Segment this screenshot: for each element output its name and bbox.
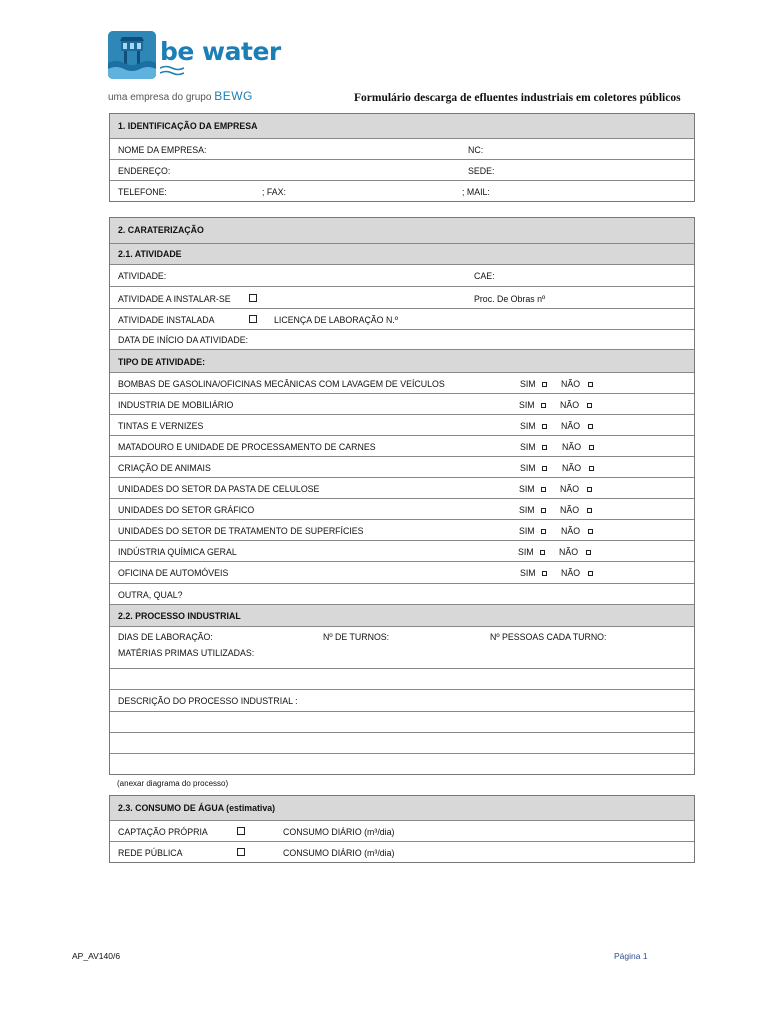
sim-checkbox[interactable] [542, 571, 547, 576]
nao-label: NÃO [561, 421, 581, 431]
sim-checkbox[interactable] [542, 424, 547, 429]
form-row-descricao[interactable] [110, 689, 694, 711]
sim-label: SIM [520, 568, 536, 578]
activity-label: TINTAS E VERNIZES [118, 421, 204, 431]
rede-label: REDE PÚBLICA [118, 848, 183, 858]
be-water-logo [108, 31, 281, 81]
activity-row [110, 540, 694, 561]
atividade-label: ATIVIDADE: [118, 271, 167, 281]
blank-line[interactable] [110, 711, 694, 732]
section-title: 2. CARATERIZAÇÃO [118, 225, 204, 235]
tagline-brand: BEWG [214, 89, 253, 103]
sim-label: SIM [520, 421, 536, 431]
form-row-outra[interactable] [110, 583, 694, 604]
sim-checkbox[interactable] [542, 382, 547, 387]
activity-label: UNIDADES DO SETOR GRÁFICO [118, 505, 255, 515]
activity-label: INDUSTRIA DE MOBILIÁRIO [118, 400, 234, 410]
blank-line[interactable] [110, 753, 694, 774]
nao-label: NÃO [562, 463, 582, 473]
nao-checkbox[interactable] [588, 382, 593, 387]
nao-label: NÃO [561, 568, 581, 578]
activity-label: UNIDADES DO SETOR DA PASTA DE CELULOSE [118, 484, 320, 494]
sede-label: SEDE: [468, 166, 495, 176]
nao-checkbox[interactable] [587, 403, 592, 408]
sim-label: SIM [518, 547, 534, 557]
nao-label: NÃO [559, 547, 579, 557]
instalada-checkbox[interactable] [249, 315, 257, 323]
nao-checkbox[interactable] [588, 571, 593, 576]
sim-label: SIM [519, 505, 535, 515]
section-title: 2.3. CONSUMO DE ÁGUA (estimativa) [118, 803, 276, 813]
sim-label: SIM [520, 379, 536, 389]
nao-label: NÃO [560, 400, 580, 410]
form-row-instalada [110, 308, 694, 329]
activity-row [110, 561, 694, 583]
form-row-contactos[interactable] [110, 180, 694, 201]
sim-checkbox[interactable] [542, 445, 547, 450]
water-tower-icon [108, 31, 156, 79]
activity-label: CRIAÇÃO DE ANIMAIS [118, 463, 211, 473]
nc-label: NC: [468, 145, 484, 155]
turnos-label: Nº DE TURNOS: [323, 632, 390, 642]
blank-line[interactable] [110, 732, 694, 753]
sim-label: SIM [519, 484, 535, 494]
nao-checkbox[interactable] [588, 424, 593, 429]
form-row-rede [110, 841, 694, 862]
blank-line[interactable] [110, 668, 694, 689]
pessoas-label: Nº PESSOAS CADA TURNO: [490, 632, 607, 642]
activity-label: OFICINA DE AUTOMÓVEIS [118, 568, 229, 578]
nao-checkbox[interactable] [588, 529, 593, 534]
nao-label: NÃO [562, 442, 582, 452]
section-identificacao [109, 113, 695, 202]
section-consumo-agua [109, 795, 695, 863]
form-row-nome[interactable] [110, 138, 694, 159]
sim-checkbox[interactable] [540, 550, 545, 555]
activity-row [110, 393, 694, 414]
sim-label: SIM [520, 442, 536, 452]
rede-checkbox[interactable] [237, 848, 245, 856]
data-inicio-label: DATA DE INÍCIO DA ATIVIDADE: [118, 335, 249, 345]
nao-label: NÃO [560, 484, 580, 494]
sim-label: SIM [519, 526, 535, 536]
activity-row [110, 477, 694, 498]
page-number: Página 1 [614, 951, 648, 961]
instalar-label: ATIVIDADE A INSTALAR-SE [118, 294, 231, 304]
fax-label: ; FAX: [262, 187, 286, 197]
form-row-captacao [110, 820, 694, 841]
activity-row [110, 372, 694, 393]
tipo-atividade-header [110, 349, 694, 372]
nao-checkbox[interactable] [589, 445, 594, 450]
activity-label: INDÚSTRIA QUÍMICA GERAL [118, 547, 237, 557]
descricao-label: DESCRIÇÃO DO PROCESSO INDUSTRIAL : [118, 696, 298, 706]
instalar-checkbox[interactable] [249, 294, 257, 302]
section-title: 1. IDENTIFICAÇÃO DA EMPRESA [118, 121, 258, 131]
section-caraterizacao [109, 217, 695, 775]
section-header [110, 114, 694, 138]
activity-row [110, 456, 694, 477]
subsection-header [110, 243, 694, 264]
subsection-title: 2.2. PROCESSO INDUSTRIAL [118, 611, 241, 621]
tagline-text: uma empresa do grupo [108, 92, 212, 103]
proc-obras-label: Proc. De Obras nº [474, 294, 546, 304]
licenca-label: LICENÇA DE LABORAÇÃO N.º [274, 315, 398, 325]
logo-wordmark: be water [160, 37, 281, 66]
form-row-atividade[interactable] [110, 264, 694, 286]
section-header [110, 796, 694, 820]
sim-checkbox[interactable] [542, 466, 547, 471]
telefone-label: TELEFONE: [118, 187, 167, 197]
outra-label: OUTRA, QUAL? [118, 590, 183, 600]
subsection-header [110, 604, 694, 626]
document-title: Formulário descarga de efluentes industriais em coletores públicos [354, 92, 681, 104]
instalada-label: ATIVIDADE INSTALADA [118, 315, 215, 325]
sim-label: SIM [520, 463, 536, 473]
activity-row [110, 435, 694, 456]
endereco-label: ENDEREÇO: [118, 166, 171, 176]
mail-label: ; MAIL: [462, 187, 490, 197]
form-row-data-inicio[interactable] [110, 329, 694, 349]
dias-label: DIAS DE LABORAÇÃO: [118, 632, 213, 642]
consumo-label: CONSUMO DIÁRIO (m³/dia) [283, 827, 395, 837]
captacao-label: CAPTAÇÃO PRÓPRIA [118, 827, 208, 837]
nao-checkbox[interactable] [586, 550, 591, 555]
materias-label: MATÉRIAS PRIMAS UTILIZADAS: [118, 648, 255, 658]
form-row-endereco[interactable] [110, 159, 694, 180]
activity-row [110, 498, 694, 519]
nao-checkbox[interactable] [587, 487, 592, 492]
activity-row [110, 519, 694, 540]
captacao-checkbox[interactable] [237, 827, 245, 835]
document-code: AP_AV140/6 [72, 951, 121, 961]
nome-label: NOME DA EMPRESA: [118, 145, 207, 155]
activity-label: UNIDADES DO SETOR DE TRATAMENTO DE SUPERFÍCIES [118, 526, 364, 536]
nao-checkbox[interactable] [589, 466, 594, 471]
activity-label: BOMBAS DE GASOLINA/OFICINAS MECÂNICAS COM LAVAGEM DE VEÍCULOS [118, 379, 445, 389]
nao-label: NÃO [561, 379, 581, 389]
tagline [108, 89, 253, 103]
subsection-title: 2.1. ATIVIDADE [118, 249, 182, 259]
cae-label: CAE: [474, 271, 495, 281]
activity-label: MATADOURO E UNIDADE DE PROCESSAMENTO DE CARNES [118, 442, 376, 452]
sim-checkbox[interactable] [541, 529, 546, 534]
sim-checkbox[interactable] [541, 403, 546, 408]
sim-checkbox[interactable] [541, 508, 546, 513]
anexar-note: (anexar diagrama do processo) [117, 779, 229, 788]
activity-row [110, 414, 694, 435]
tipo-atividade-title: TIPO DE ATIVIDADE: [118, 357, 205, 367]
sim-checkbox[interactable] [541, 487, 546, 492]
logo-wave-icon [160, 65, 184, 77]
consumo-label: CONSUMO DIÁRIO (m³/dia) [283, 848, 395, 858]
section-header [110, 218, 694, 243]
nao-checkbox[interactable] [587, 508, 592, 513]
sim-label: SIM [519, 400, 535, 410]
form-row-instalar [110, 286, 694, 308]
nao-label: NÃO [561, 526, 581, 536]
nao-label: NÃO [560, 505, 580, 515]
form-row-laboracao[interactable] [110, 626, 694, 668]
